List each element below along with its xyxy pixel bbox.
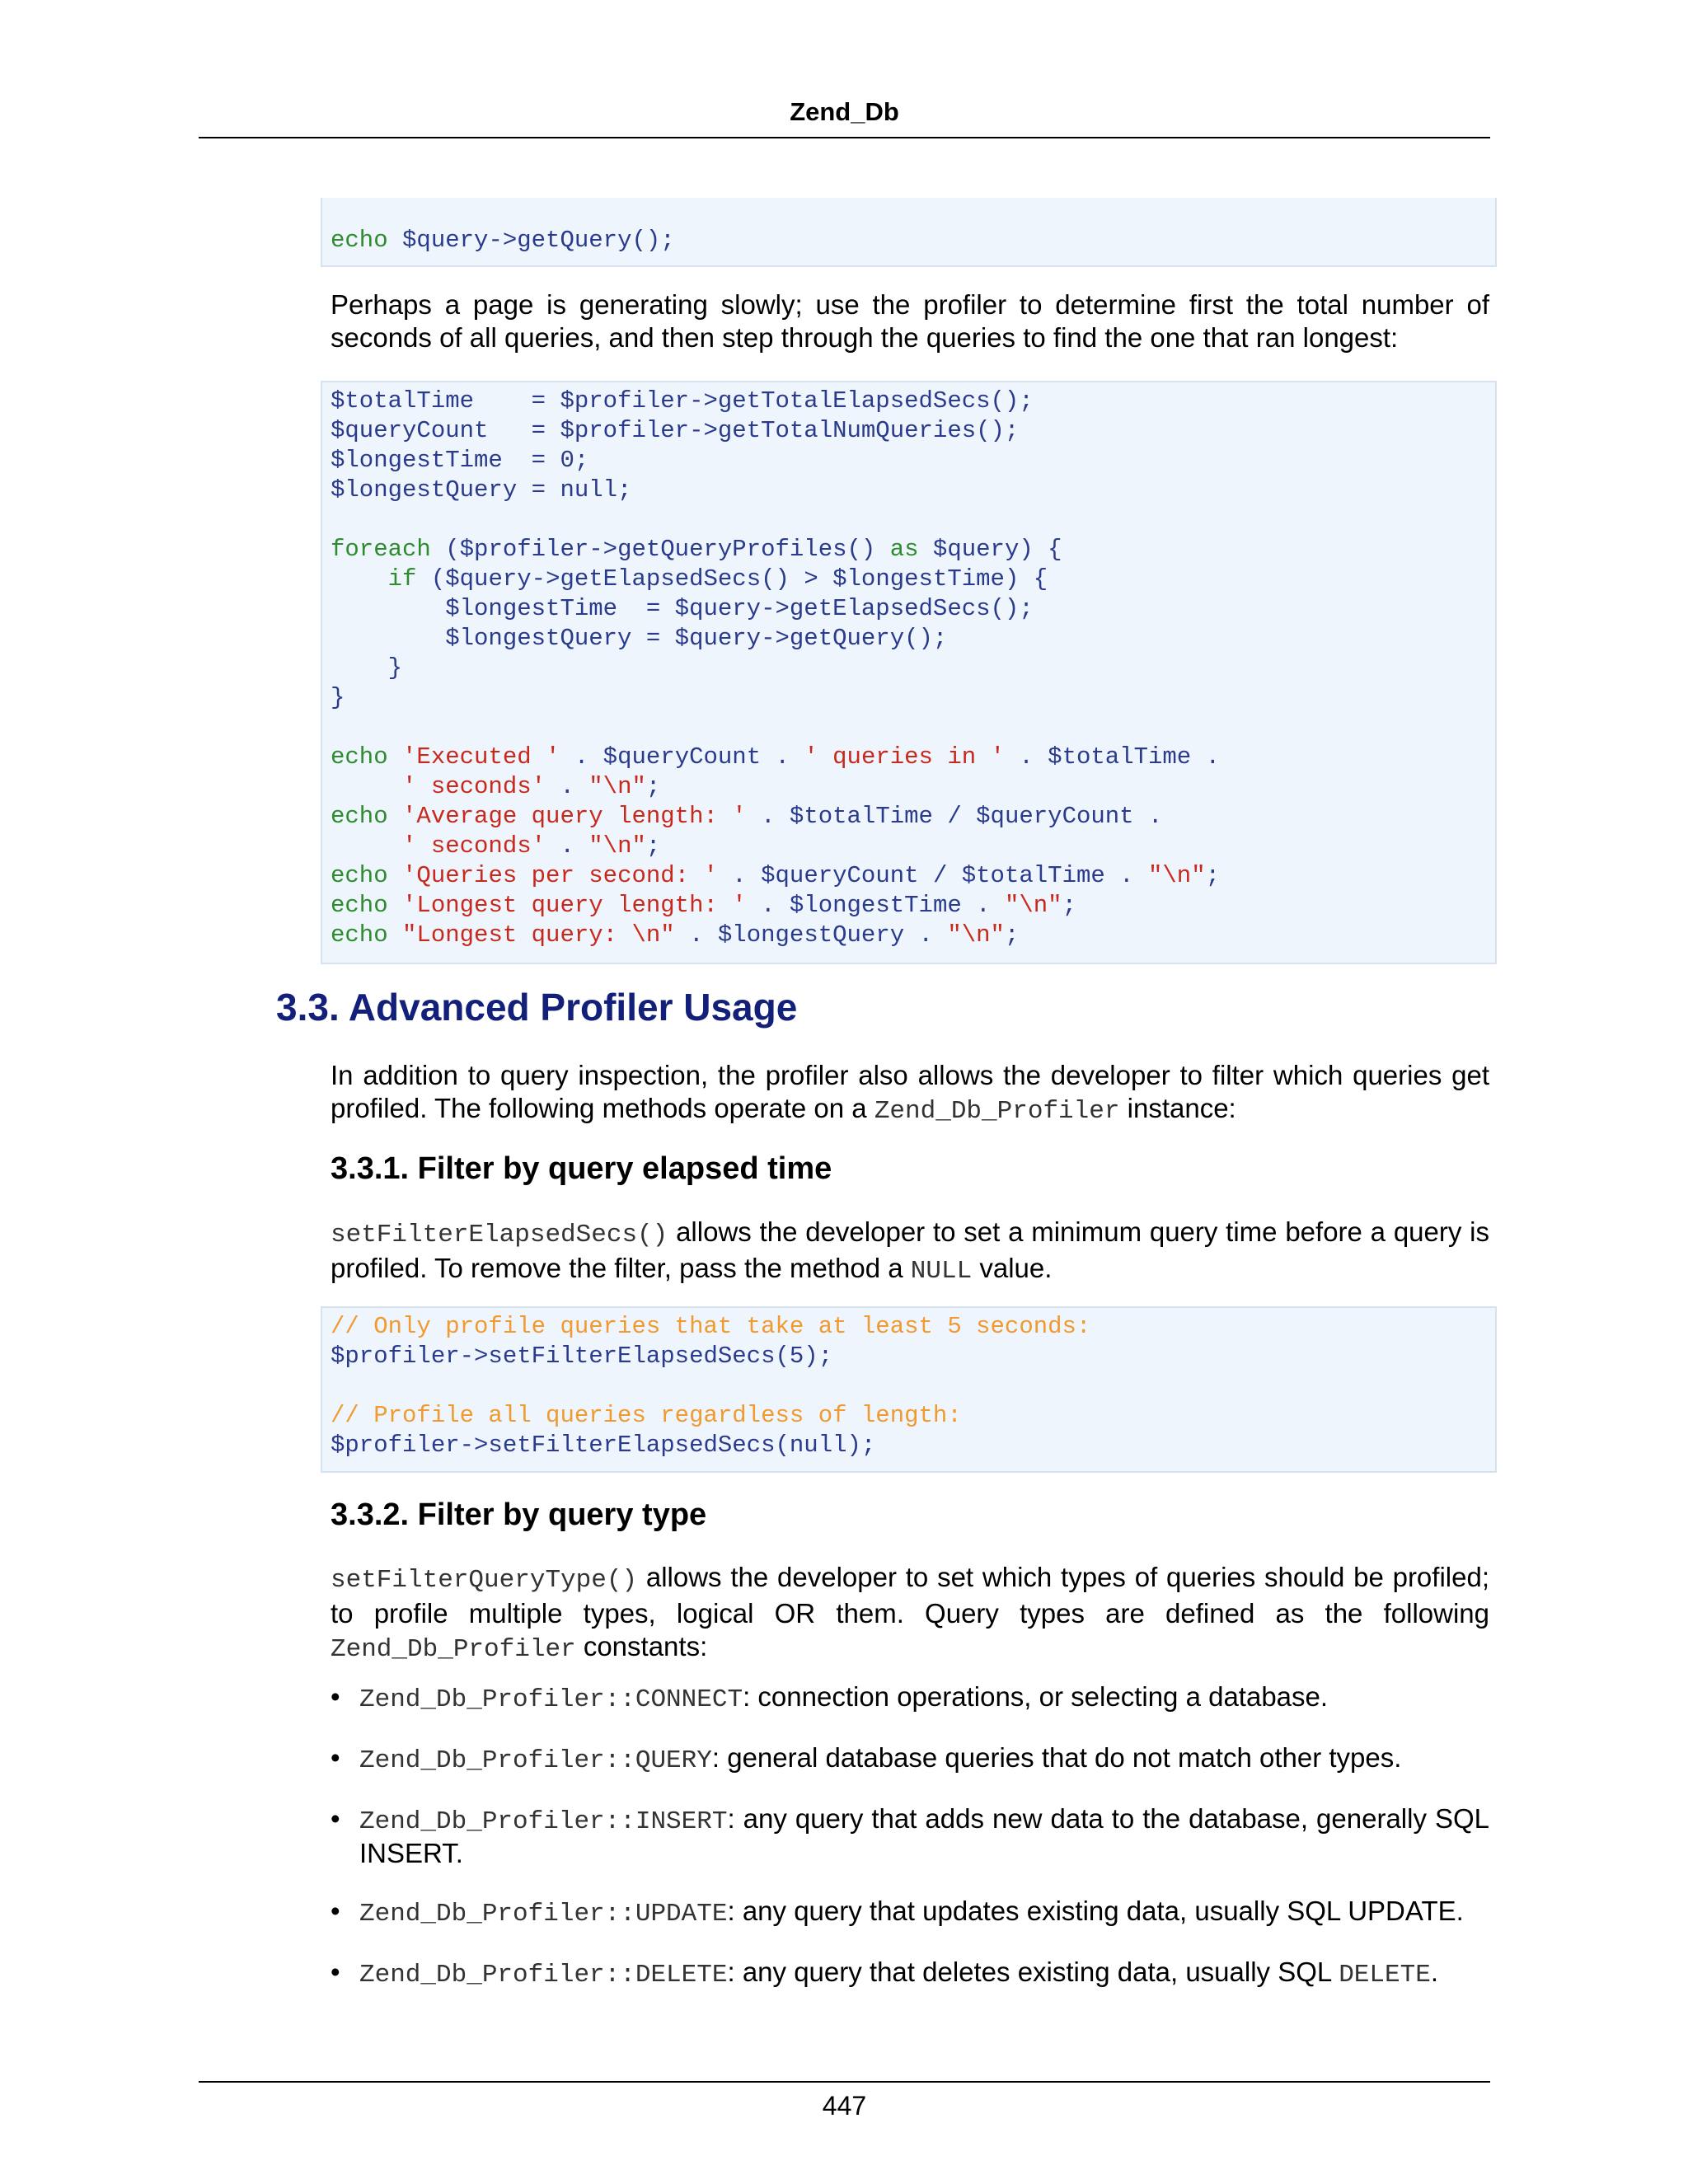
text-segment: allows the developer to set a minimum query time before a query is profiled. To remove the filter, pass the method a (331, 1216, 1489, 1283)
code-token: 'Queries per second: ' (402, 862, 718, 889)
code-token: 'Longest query length: ' (402, 892, 747, 919)
bullet-icon: • (331, 1742, 340, 1773)
code-token: "\n" (588, 832, 646, 860)
code-line (331, 226, 1487, 255)
code-token: ($profiler->getQueryProfiles() (430, 536, 890, 563)
code-token: $longestQuery = null; (331, 476, 632, 504)
code-line (331, 594, 1487, 624)
code-token: ; (1004, 921, 1020, 949)
inline-code: DELETE (1339, 1961, 1431, 1990)
code-token: $query) { (918, 536, 1062, 563)
constant-description: : connection operations, or selecting a database. (743, 1681, 1329, 1712)
code-token (331, 565, 388, 593)
code-token: . (546, 773, 589, 800)
code-line (331, 1342, 1487, 1371)
inline-code: Zend_Db_Profiler (331, 1635, 576, 1664)
code-token: // Only profile queries that take at least 5 seconds: (331, 1313, 1091, 1340)
code-token: echo (331, 921, 388, 949)
code-token: ; (645, 832, 661, 860)
code-token (388, 921, 402, 949)
constant-name: Zend_Db_Profiler::QUERY (359, 1746, 712, 1775)
code-line (331, 476, 1487, 505)
code-token: echo (331, 743, 388, 771)
code-token (388, 743, 402, 771)
code-token: echo (331, 227, 388, 254)
code-token: } (331, 684, 345, 711)
code-line (331, 1431, 1487, 1460)
code-line (331, 1312, 1487, 1342)
list-item (331, 1742, 1489, 1777)
code-line (331, 446, 1487, 476)
section-heading: 3.3. Advanced Profiler Usage (276, 986, 798, 1029)
code-token (331, 832, 402, 860)
code-token: // Profile all queries regardless of length: (331, 1402, 962, 1429)
list-item (331, 1896, 1489, 1930)
inline-code: Zend_Db_Profiler (874, 1097, 1120, 1126)
query-type-list (331, 1681, 1489, 2018)
code-line (331, 832, 1487, 861)
code-token: . (546, 832, 589, 860)
code-line (331, 802, 1487, 832)
code-line (331, 891, 1487, 921)
code-token: } (331, 654, 403, 682)
paragraph-profiler-intro: Perhaps a page is generating slowly; use the profiler to determine first the total number of seconds of all queries, and then step through the queries to find the one that ran longest: (331, 289, 1489, 353)
code-token (331, 773, 402, 800)
list-item (331, 1803, 1489, 1869)
constant-name: Zend_Db_Profiler::DELETE (359, 1961, 728, 1990)
code-token: . $longestTime . (746, 892, 1005, 919)
code-token: foreach (331, 536, 431, 563)
header-title: Zend_Db (790, 97, 899, 126)
constant-description: : any query that adds new data to the database, generally SQL INSERT. (359, 1803, 1489, 1868)
text-segment: constants: (575, 1631, 708, 1661)
page-footer (199, 2081, 1490, 2122)
paragraph-elapsed-filter (331, 1216, 1489, 1288)
constant-name: Zend_Db_Profiler::INSERT (359, 1807, 728, 1836)
code-block-profiler-stats (321, 381, 1497, 964)
code-token: $query->getQuery(); (387, 227, 675, 254)
text-segment: instance: (1119, 1093, 1236, 1123)
constant-name: Zend_Db_Profiler::UPDATE (359, 1900, 728, 1929)
code-token: $longestQuery = $query->getQuery(); (331, 625, 948, 652)
text-segment: allows the developer to set which types of queries should be profiled; to profile multiple types, logical OR them. Query types are defined as the following (331, 1562, 1489, 1629)
code-token: ; (1205, 862, 1221, 889)
bullet-icon: • (331, 1681, 340, 1712)
text-segment: value. (972, 1253, 1053, 1283)
code-line (331, 743, 1487, 772)
page-number: 447 (822, 2091, 867, 2121)
code-line (331, 1401, 1487, 1431)
constant-description: : general database queries that do not match other types. (711, 1742, 1402, 1773)
code-token (388, 803, 402, 830)
code-token: ($query->getElapsedSecs() > $longestTime) { (416, 565, 1048, 593)
code-token: $totalTime = $profiler->getTotalElapsedSecs(); (331, 387, 1034, 415)
code-token: "\n" (947, 921, 1005, 949)
code-token: ' seconds' (402, 832, 546, 860)
code-token: ; (1062, 892, 1076, 919)
code-line (331, 624, 1487, 654)
list-item (331, 1681, 1489, 1716)
constant-description: : any query that deletes existing data, usually SQL (727, 1957, 1339, 1987)
code-line (331, 535, 1487, 565)
code-token: $queryCount = $profiler->getTotalNumQueries(); (331, 417, 1020, 444)
code-token: $longestTime = 0; (331, 447, 589, 474)
code-token: ' queries in ' (804, 743, 1005, 771)
paragraph-advanced-usage (331, 1059, 1489, 1128)
code-token: if (387, 565, 417, 593)
constant-name: Zend_Db_Profiler::CONNECT (359, 1685, 743, 1714)
code-token: 'Average query length: ' (402, 803, 747, 830)
code-line (331, 654, 1487, 683)
code-token: as (889, 536, 919, 563)
code-token: 'Executed ' (402, 743, 560, 771)
subsection-heading-type: 3.3.2. Filter by query type (331, 1497, 707, 1532)
bullet-icon: • (331, 1803, 340, 1834)
text-segment: . (1430, 1957, 1438, 1987)
code-line (331, 713, 1487, 743)
code-token: . $longestQuery . (674, 921, 948, 949)
inline-code: setFilterQueryType() (331, 1566, 638, 1595)
code-token: . $queryCount / $totalTime . (717, 862, 1148, 889)
code-token: $profiler->setFilterElapsedSecs(null); (331, 1432, 876, 1459)
code-token: . $totalTime / $queryCount . (746, 803, 1163, 830)
constant-description: : any query that updates existing data, usually SQL UPDATE. (727, 1896, 1464, 1926)
code-line (331, 772, 1487, 802)
code-line (331, 683, 1487, 713)
code-line (331, 565, 1487, 594)
code-token: "\n" (1004, 892, 1062, 919)
paragraph-type-filter (331, 1561, 1489, 1666)
code-line (331, 921, 1487, 950)
code-token: "\n" (1148, 862, 1206, 889)
inline-code: setFilterElapsedSecs() (331, 1221, 668, 1249)
code-line (331, 387, 1487, 416)
code-line (331, 861, 1487, 891)
code-token: "\n" (588, 773, 646, 800)
code-line (331, 416, 1487, 446)
bullet-icon: • (331, 1957, 340, 1987)
bullet-icon: • (331, 1896, 340, 1926)
subsection-heading-elapsed: 3.3.1. Filter by query elapsed time (331, 1151, 832, 1186)
code-line (331, 1371, 1487, 1401)
text-segment: In addition to query inspection, the profiler also allows the developer to filter which queries get profiled. The following methods operate on a (331, 1060, 1489, 1123)
list-item (331, 1957, 1489, 1991)
code-token: $profiler->setFilterElapsedSecs(5); (331, 1343, 833, 1370)
code-token (388, 892, 402, 919)
code-token: "Longest query: \n" (402, 921, 675, 949)
code-token (388, 862, 402, 889)
code-token: . $queryCount . (560, 743, 804, 771)
code-token: ' seconds' (402, 773, 546, 800)
inline-code: NULL (910, 1257, 973, 1286)
page-header (199, 96, 1490, 138)
code-line (331, 505, 1487, 535)
code-token: ; (645, 773, 661, 800)
code-token: . $totalTime . (1004, 743, 1221, 771)
code-token: echo (331, 862, 388, 889)
code-token: $longestTime = $query->getElapsedSecs(); (331, 595, 1034, 622)
code-token: echo (331, 892, 388, 919)
code-token: echo (331, 803, 388, 830)
code-block-top (321, 198, 1497, 267)
code-block-filter-elapsed (321, 1306, 1497, 1473)
